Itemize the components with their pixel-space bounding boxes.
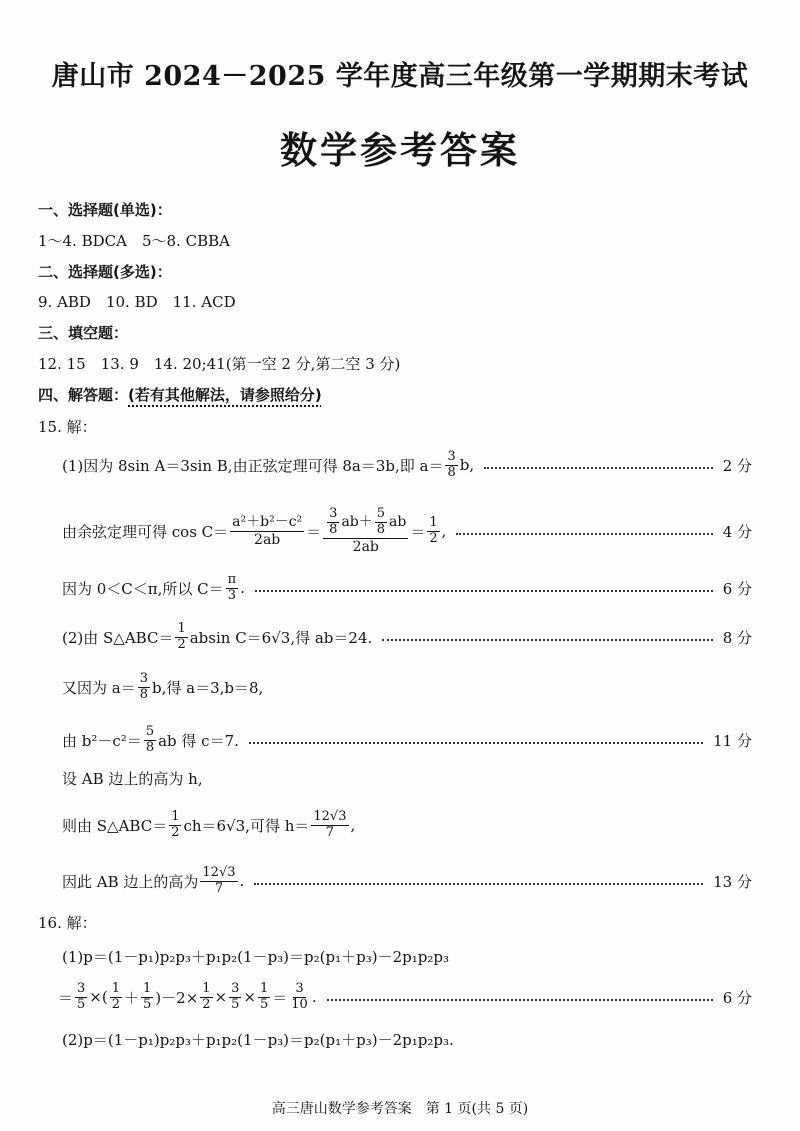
q16-l2-fraction-2: $\frac{1}{2}$ <box>111 980 120 1012</box>
single-choice-answers: 1～4. BDCA 5～8. CBBA <box>38 232 230 250</box>
q15-l3-fraction: $\frac{\pi}{3}$ <box>227 571 237 603</box>
fill-blank-answers: 12. 15 13. 9 14. 20;41(第一空 2 分,第二空 3 分) <box>38 355 401 373</box>
q16-line-3 <box>62 1016 752 1062</box>
q15-line-4 <box>62 614 752 660</box>
q16-l2-fraction-1: $\frac{3}{5}$ <box>77 980 86 1012</box>
q15-l9-tail: . <box>239 872 245 890</box>
leader-dots <box>254 883 703 885</box>
q15-l3-text: 因为 0＜C＜π,所以 C＝ <box>62 579 224 598</box>
leader-dots <box>484 467 713 469</box>
q16-label: 16. 解： <box>38 914 97 932</box>
q15-l1-score: 2 分 <box>722 456 752 475</box>
solutions-title-note: (若有其他解法，请参照给分) <box>128 386 322 404</box>
solutions-title-main: 四、解答题： <box>38 386 129 404</box>
leader-dots <box>456 533 712 535</box>
exam-title: 唐山市 2024－2025 学年度高三年级第一学期期末考试 <box>51 61 749 92</box>
q16-l3-text: (2)p＝(1－p₁)p₂p₃＋p₁p₂(1－p₃)＝p₂(p₁＋p₃)－2p₁p₂p₃. <box>62 1030 454 1049</box>
q16-l2-fraction-3: $\frac{1}{5}$ <box>143 980 152 1012</box>
q15-l5-fraction: $\frac{3}{8}$ <box>139 670 148 702</box>
q15-l4-tail: absin C＝6√3,得 ab＝24. <box>189 628 373 647</box>
q16-l2-fraction-4: $\frac{1}{2}$ <box>202 980 211 1012</box>
leader-dots <box>327 999 713 1001</box>
q15-l4-score: 8 分 <box>722 628 752 647</box>
q15-l8-fraction-1: $\frac{1}{2}$ <box>171 808 180 840</box>
q15-l2-fraction-3: $\frac{1}{2}$ <box>429 514 438 546</box>
q15-l1-tail: b, <box>459 456 475 474</box>
q15-line-8 <box>62 802 752 848</box>
q15-l6-score: 11 分 <box>713 731 752 750</box>
q15-line-1 <box>62 442 752 488</box>
section-multi-choice-title: 二、选择题(多选)： <box>38 263 172 281</box>
leader-dots <box>249 742 703 744</box>
q15-line-3: 因为 0＜C＜π,所以 C＝ $\frac{\pi}{3}$ . 6 分 <box>62 571 752 603</box>
page-footer: 高三唐山数学参考答案 第 1 页(共 5 页) <box>271 1101 529 1117</box>
q15-l5-text: 又因为 a＝ <box>62 678 136 697</box>
q16-l2-fraction-5: $\frac{3}{5}$ <box>231 980 240 1012</box>
q15-l1-fraction: $\frac{3}{8}$ <box>447 448 456 480</box>
multi-choice-answers: 9. ABD 10. BD 11. ACD <box>38 293 236 311</box>
q15-l2-score: 4 分 <box>722 522 752 541</box>
q16-l2-fraction-7: $\frac{3}{10}$ <box>291 980 308 1012</box>
q15-l3-score: 6 分 <box>722 579 752 598</box>
q15-l1-text: (1)因为 8sin A＝3sin B,由正弦定理可得 8a＝3b,即 a＝ <box>62 456 444 475</box>
page-subtitle: 数学参考答案 <box>280 129 520 172</box>
q15-l2-fraction-2: $\frac{3}{8}$ ab＋ $\frac{5}{8}$ ab 2ab <box>323 507 408 555</box>
q16-l2-fraction-6: $\frac{1}{5}$ <box>259 980 269 1012</box>
q15-l4-text: (2)由 S△ABC＝ <box>62 628 174 647</box>
q16-l2-score: 6 分 <box>722 988 752 1007</box>
q15-l8-tail: , <box>350 816 356 834</box>
q15-line-5 <box>62 664 752 710</box>
q16-line-2: ＝ $\frac{3}{5}$ ×( $\frac{1}{2}$ ＋ $\frac{1}{5}$ )－2× $\frac{1}{2}$ × $\frac{3}{5}$ × $\frac{1}{5}$ ＝ $\frac{3}{10}$ . 6 分 <box>58 980 752 1012</box>
section-solutions-title <box>38 384 322 405</box>
q15-l8-fraction-2: $\frac{12√3}{7}$ <box>313 808 347 840</box>
q15-l5-tail: b,得 a＝3,b＝8, <box>152 678 264 697</box>
q16-l1-text: (1)p＝(1－p₁)p₂p₃＋p₁p₂(1－p₃)＝p₂(p₁＋p₃)－2p₁p₂p₃ <box>62 947 449 966</box>
q15-label: 15. 解： <box>38 418 97 436</box>
q15-l4-fraction: $\frac{1}{2}$ <box>177 620 186 652</box>
q15-l6-fraction: $\frac{5}{8}$ <box>145 723 155 755</box>
q15-l2-text: 由余弦定理可得 cos C＝ <box>62 522 229 541</box>
q15-l9-fraction: $\frac{12√3}{7}$ <box>202 864 236 896</box>
q15-l6-tail: ab 得 c＝7. <box>158 731 239 750</box>
q15-l9-score: 13 分 <box>713 872 752 891</box>
section-single-choice-title: 一、选择题(单选)： <box>38 201 172 219</box>
q15-l9-text: 因此 AB 边上的高为 <box>62 872 199 891</box>
q16-line-1 <box>62 933 752 979</box>
q15-l7-text: 设 AB 边上的高为 h, <box>62 769 203 788</box>
q15-l2-fraction-1: $\frac{\text{a²＋b²－c²}}{2ab}$ <box>232 514 303 548</box>
q15-line-9 <box>62 858 752 904</box>
leader-dots <box>255 590 713 592</box>
q15-l6-text: 由 b²－c²＝ <box>62 731 142 750</box>
q15-line-7 <box>62 755 752 801</box>
leader-dots <box>382 639 712 641</box>
q15-l8-text: 则由 S△ABC＝ <box>62 816 168 835</box>
q15-line-2: 由余弦定理可得 cos C＝ $\frac{\text{a²＋b²－c²}}{2ab}$ ＝ $\frac{3}{8}$ ab＋ $\frac{5}{8}$ ab 2ab ＝ $\frac{1}{2}$ , 4 分 <box>62 506 752 555</box>
section-fill-blank-title: 三、填空题： <box>38 324 129 342</box>
q15-l8-mid: ch＝6√3,可得 h＝ <box>183 816 310 835</box>
